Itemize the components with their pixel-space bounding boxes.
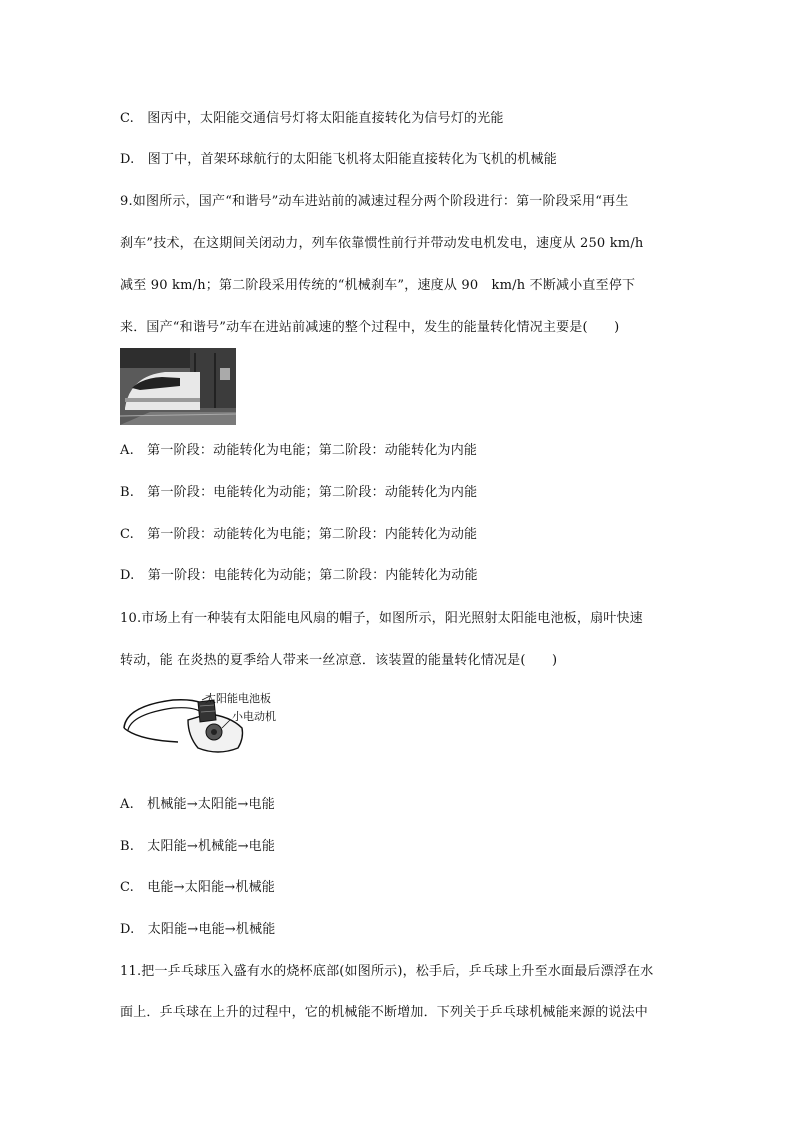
label-small-motor: 小电动机 (232, 710, 276, 723)
q10-line-1: 10.市场上有一种装有太阳能电风扇的帽子，如图所示，阳光照射太阳能电池板，扇叶快速 (120, 611, 643, 626)
q10-line-2: 转动，能 在炎热的夏季给人带来一丝凉意．该装置的能量转化情况是( ) (120, 653, 558, 668)
q9-option-b: B. 第一阶段：电能转化为动能；第二阶段：动能转化为内能 (120, 485, 478, 500)
q9-option-d: D. 第一阶段：电能转化为动能；第二阶段：内能转化为动能 (120, 568, 478, 583)
q11-line-2: 面上．乒乓球在上升的过程中，它的机械能不断增加．下列关于乒乓球机械能来源的说法中 (120, 1005, 649, 1020)
train-photo (120, 348, 236, 425)
q11-line-1: 11.把一乒乓球压入盛有水的烧杯底部(如图所示)，松手后，乒乓球上升至水面最后漂浮在水 (120, 964, 654, 979)
q9-option-a: A. 第一阶段：动能转化为电能；第二阶段：动能转化为内能 (120, 443, 478, 458)
q10-option-a: A. 机械能→太阳能→电能 (120, 797, 275, 812)
q9-option-c: C. 第一阶段：动能转化为电能；第二阶段：内能转化为动能 (120, 527, 478, 542)
q9-line-1: 9.如图所示，国产“和谐号”动车进站前的减速过程分两个阶段进行：第一阶段采用“再生 (120, 194, 629, 209)
q10-option-c: C. 电能→太阳能→机械能 (120, 880, 276, 895)
line-d8: D. 图丁中，首架环球航行的太阳能飞机将太阳能直接转化为飞机的机械能 (120, 152, 557, 167)
q10-option-b: B. 太阳能→机械能→电能 (120, 839, 276, 854)
q10-option-d: D. 太阳能→电能→机械能 (120, 922, 276, 937)
line-c8: C. 图丙中，太阳能交通信号灯将太阳能直接转化为信号灯的光能 (120, 111, 504, 126)
q9-line-2: 刹车”技术，在这期间关闭动力，列车依靠惯性前行并带动发电机发电，速度从 250 km/h (120, 236, 644, 251)
label-solar-panel: 太阳能电池板 (205, 692, 271, 705)
q9-line-3: 减至 90 km/h；第二阶段采用传统的“机械刹车”，速度从 90 km/h 不断减小直至停下 (120, 278, 636, 293)
q9-line-4: 来．国产“和谐号”动车在进站前减速的整个过程中，发生的能量转化情况主要是( ) (120, 320, 620, 335)
